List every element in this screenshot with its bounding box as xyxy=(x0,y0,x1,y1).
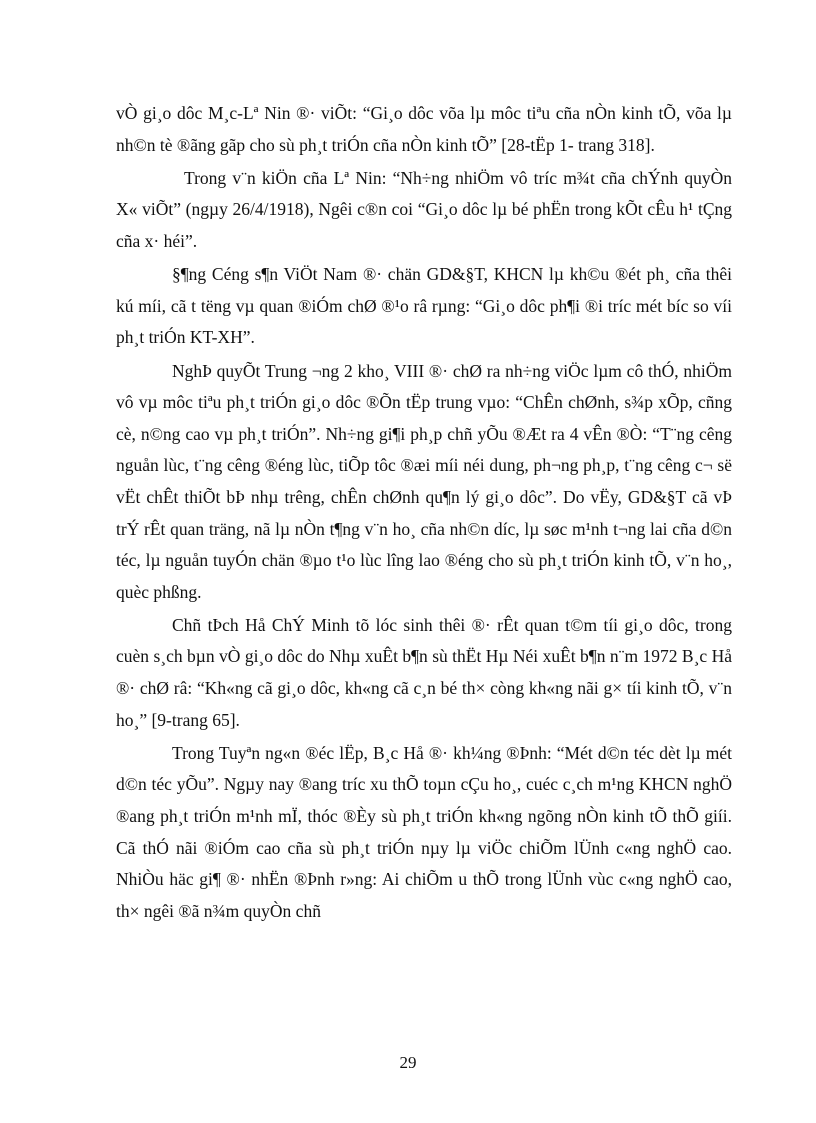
paragraph-5: Chñ tÞch Hå ChÝ Minh tõ lóc sinh thêi ®· rÊt quan t©m tíi gi¸o dôc, trong cuèn s¸ch bµn vÒ gi¸o dôc do Nhµ xuÊt b¶n sù thËt Hµ Néi xuÊt b¶n n¨m 1972 B¸c Hå ®· chØ râ: “Kh«ng cã gi¸o dôc, kh«ng cã c¸n bé th× còng kh«ng nãi g× tíi kinh tÕ, v¨n ho¸” [9-trang 65]. xyxy=(116,614,732,730)
paragraph-4: NghÞ quyÕt Trung ¬ng 2 kho¸ VIII ®· chØ ra nh÷ng viÖc lµm cô thÓ, nhiÖm vô vµ môc tiªu ph¸t triÓn gi¸o dôc ®Õn tËp trung vµo: “ChÊn chØnh, s¾p xÕp, cñng cè, n©ng cao vµ ph¸t triÓn”. Nh÷ng gi¶i ph¸p chñ yÕu ®Æt ra 4 vÊn ®Ò: “T¨ng cêng nguån lùc, t¨ng cêng ®éng lùc, tiÕp tôc ®æi míi néi dung, ph¬ng ph¸p, t¨ng cêng c¬ së vËt chÊt thiÕt bÞ nhµ trêng, chÊn chØnh qu¶n lý gi¸o dôc”. Do vËy, GD&§T cã vÞ trÝ rÊt quan träng, nã lµ nÒn t¶ng v¨n ho¸ cña nh©n díc, lµ søc m¹nh t¬ng lai cña d©n téc, lµ nguån tuyÓn chän ®µo t¹o lùc lîng lao ®éng cho sù ph¸t triÓn kinh tÕ, v¨n ho¸, quèc phßng. xyxy=(116,360,732,602)
paragraph-6: Trong Tuyªn ng«n ®éc lËp, B¸c Hå ®· kh¼ng ®Þnh: “Mét d©n téc dèt lµ mét d©n téc yÕu”. Ngµy nay ®ang tríc xu thÕ toµn cÇu ho¸, cuéc c¸ch m¹ng KHCN nghÖ ®ang ph¸t triÓn m¹nh mÏ, thóc ®Èy sù ph¸t triÓn kh«ng ngõng nÒn kinh tÕ thÕ giíi. Cã thÓ nãi ®iÓm cao cña sù ph¸t triÓn nµy lµ viÖc chiÕm lÜnh c«ng nghÖ cao. NhiÒu häc gi¶ ®· nhËn ®Þnh r»ng: Ai chiÕm u thÕ trong lÜnh vùc c«ng nghÖ cao, th× ngêi ®ã n¾m quyÒn chñ xyxy=(116,742,732,921)
body-text xyxy=(116,98,732,929)
paragraph-3: §¶ng Céng s¶n ViÖt Nam ®· chän GD&§T, KHCN lµ kh©u ®ét ph¸ cña thêi kú míi, cã t tëng vµ quan ®iÓm chØ ®¹o râ rµng: “Gi¸o dôc ph¶i ®i tríc mét bíc so víi ph¸t triÓn KT-XH”. xyxy=(116,264,732,348)
paragraph-1: vÒ gi¸o dôc M¸c-Lª Nin ®· viÕt: “Gi¸o dôc võa lµ môc tiªu cña nÒn kinh tÕ, võa lµ nh©n tè ®ãng gãp cho sù ph¸t triÓn cña nÒn kinh tÕ” [28-tËp 1- trang 318]. xyxy=(116,103,732,155)
page-number: 29 xyxy=(399,1053,417,1072)
paragraph-2: Trong v¨n kiÖn cña Lª Nin: “Nh÷ng nhiÖm vô tríc m¾t cña chÝnh quyÒn X« viÕt” (ngµy 26/4/1918), Ngêi c®n coi “Gi¸o dôc lµ bé phËn trong kÕt cÊu h¹ tÇng cña x· héi”. xyxy=(116,167,732,251)
